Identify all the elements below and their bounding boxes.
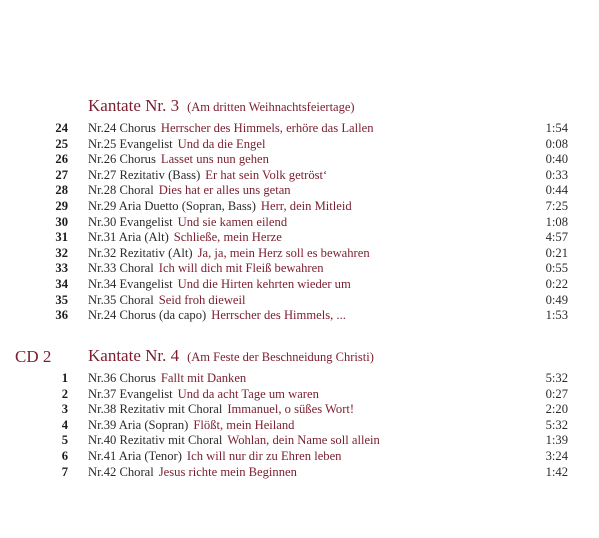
track-description [88, 293, 246, 309]
track-description [88, 308, 346, 324]
track-duration: 1:42 [545, 464, 568, 479]
track-description [88, 465, 297, 481]
track-work: Nr.25 Evangelist [88, 136, 173, 151]
track-description [88, 402, 354, 418]
track-text: Und da acht Tage um waren [177, 386, 319, 401]
track-text: Jesus richte mein Beginnen [158, 464, 297, 479]
track-number: 6 [61, 448, 68, 463]
track-row [0, 418, 599, 434]
track-duration: 0:22 [545, 276, 568, 291]
track-description [88, 199, 352, 215]
track-duration: 0:27 [545, 386, 568, 401]
track-number: 35 [55, 292, 68, 307]
track-text: Und die Hirten kehrten wieder um [177, 276, 351, 291]
section-title-main: Kantate Nr. 4 [88, 346, 180, 365]
section-subtitle: (Am Feste der Beschneidung Christi) [187, 350, 374, 364]
section-subtitle: (Am dritten Weihnachtsfeiertage) [187, 100, 355, 114]
track-duration: 1:54 [545, 121, 568, 135]
track-row [0, 168, 599, 184]
track-description [88, 152, 269, 168]
track-number: 30 [55, 214, 68, 229]
track-number: 2 [61, 386, 68, 401]
track-duration: 2:20 [545, 402, 568, 417]
track-description [88, 387, 319, 403]
track-text: Ich will nur dir zu Ehren leben [186, 448, 342, 463]
track-text: Fallt mit Danken [160, 371, 247, 385]
track-row [0, 308, 599, 324]
track-row [0, 402, 599, 418]
track-text: Ja, ja, mein Herz soll es bewahren [197, 245, 370, 260]
track-duration: 1:53 [545, 308, 568, 323]
track-text: Wohlan, dein Name soll allein [227, 433, 380, 448]
track-work: Nr.24 Chorus (da capo) [88, 308, 207, 323]
track-text: Herrscher des Himmels, ... [211, 308, 346, 323]
track-duration: 0:44 [545, 183, 568, 198]
track-number: 33 [55, 261, 68, 276]
track-duration: 0:21 [545, 245, 568, 260]
track-duration: 1:39 [545, 433, 568, 448]
track-row [0, 433, 599, 449]
track-list [0, 121, 599, 324]
track-description [88, 183, 291, 199]
track-description [88, 137, 265, 153]
track-text: Herr, dein Mitleid [260, 198, 352, 213]
track-number: 4 [61, 417, 68, 432]
track-description [88, 246, 370, 262]
track-duration: 1:08 [545, 214, 568, 229]
track-row [0, 121, 599, 137]
track-text: Schließe, mein Herze [173, 230, 282, 245]
track-duration: 7:25 [545, 198, 568, 213]
track-row [0, 465, 599, 481]
track-work: Nr.34 Evangelist [88, 276, 173, 291]
track-number: 31 [55, 230, 68, 245]
track-work: Nr.40 Rezitativ mit Choral [88, 433, 223, 448]
track-number: 5 [61, 433, 68, 448]
track-description [88, 277, 351, 293]
track-row [0, 215, 599, 231]
track-duration: 0:40 [545, 152, 568, 167]
track-text: Seid froh dieweil [158, 292, 246, 307]
track-description [88, 121, 374, 137]
track-number: 36 [55, 308, 68, 323]
track-row [0, 152, 599, 168]
track-work: Nr.35 Choral [88, 292, 154, 307]
track-row [0, 137, 599, 153]
track-row [0, 293, 599, 309]
track-number: 32 [55, 245, 68, 260]
track-duration: 0:49 [545, 292, 568, 307]
track-duration: 4:57 [545, 230, 568, 245]
track-duration: 5:32 [545, 417, 568, 432]
track-text: Herrscher des Himmels, erhöre das Lallen [160, 121, 374, 135]
track-row [0, 230, 599, 246]
track-list [0, 371, 599, 480]
track-duration: 3:24 [545, 448, 568, 463]
track-duration: 0:33 [545, 167, 568, 182]
track-duration: 0:08 [545, 136, 568, 151]
track-description [88, 449, 341, 465]
track-description [88, 215, 287, 231]
track-text: Dies hat er alles uns getan [158, 183, 291, 198]
track-description [88, 168, 327, 184]
track-text: Er hat sein Volk getröst‘ [205, 167, 328, 182]
track-description [88, 230, 282, 246]
track-work: Nr.41 Aria (Tenor) [88, 448, 182, 463]
track-work: Nr.32 Rezitativ (Alt) [88, 245, 193, 260]
track-number: 24 [55, 121, 68, 135]
track-row [0, 183, 599, 199]
track-number: 7 [61, 464, 68, 479]
track-row [0, 449, 599, 465]
track-description [88, 418, 294, 434]
track-number: 26 [55, 152, 68, 167]
track-text: Ich will dich mit Fleiß bewahren [158, 261, 324, 276]
track-row [0, 261, 599, 277]
track-work: Nr.36 Chorus [88, 371, 156, 385]
track-description [88, 261, 324, 277]
cd-label: CD 2 [15, 347, 52, 366]
track-number: 3 [61, 402, 68, 417]
track-row [0, 277, 599, 293]
track-description [88, 433, 380, 449]
track-work: Nr.37 Evangelist [88, 386, 173, 401]
track-number: 28 [55, 183, 68, 198]
track-work: Nr.31 Aria (Alt) [88, 230, 169, 245]
track-text: Flößt, mein Heiland [193, 417, 295, 432]
track-work: Nr.30 Evangelist [88, 214, 173, 229]
track-text: Und da die Engel [177, 136, 266, 151]
track-number: 29 [55, 198, 68, 213]
section-title-main: Kantate Nr. 3 [88, 96, 180, 115]
track-row [0, 199, 599, 215]
track-row [0, 387, 599, 403]
track-row [0, 246, 599, 262]
section-title [88, 96, 355, 116]
section-title [88, 346, 374, 366]
track-work: Nr.33 Choral [88, 261, 154, 276]
track-work: Nr.26 Chorus [88, 152, 156, 167]
track-work: Nr.24 Chorus [88, 121, 156, 135]
track-duration: 0:55 [545, 261, 568, 276]
track-work: Nr.27 Rezitativ (Bass) [88, 167, 201, 182]
track-description [88, 371, 246, 387]
track-work: Nr.39 Aria (Sopran) [88, 417, 189, 432]
track-row [0, 371, 599, 387]
track-number: 34 [55, 276, 68, 291]
track-number: 25 [55, 136, 68, 151]
track-number: 1 [61, 371, 68, 385]
track-work: Nr.42 Choral [88, 464, 154, 479]
track-text: Lasset uns nun gehen [160, 152, 269, 167]
track-work: Nr.38 Rezitativ mit Choral [88, 402, 223, 417]
track-number: 27 [55, 167, 68, 182]
track-work: Nr.28 Choral [88, 183, 154, 198]
track-text: Und sie kamen eilend [177, 214, 288, 229]
track-text: Immanuel, o süßes Wort! [227, 402, 355, 417]
track-work: Nr.29 Aria Duetto (Sopran, Bass) [88, 198, 256, 213]
track-duration: 5:32 [545, 371, 568, 385]
